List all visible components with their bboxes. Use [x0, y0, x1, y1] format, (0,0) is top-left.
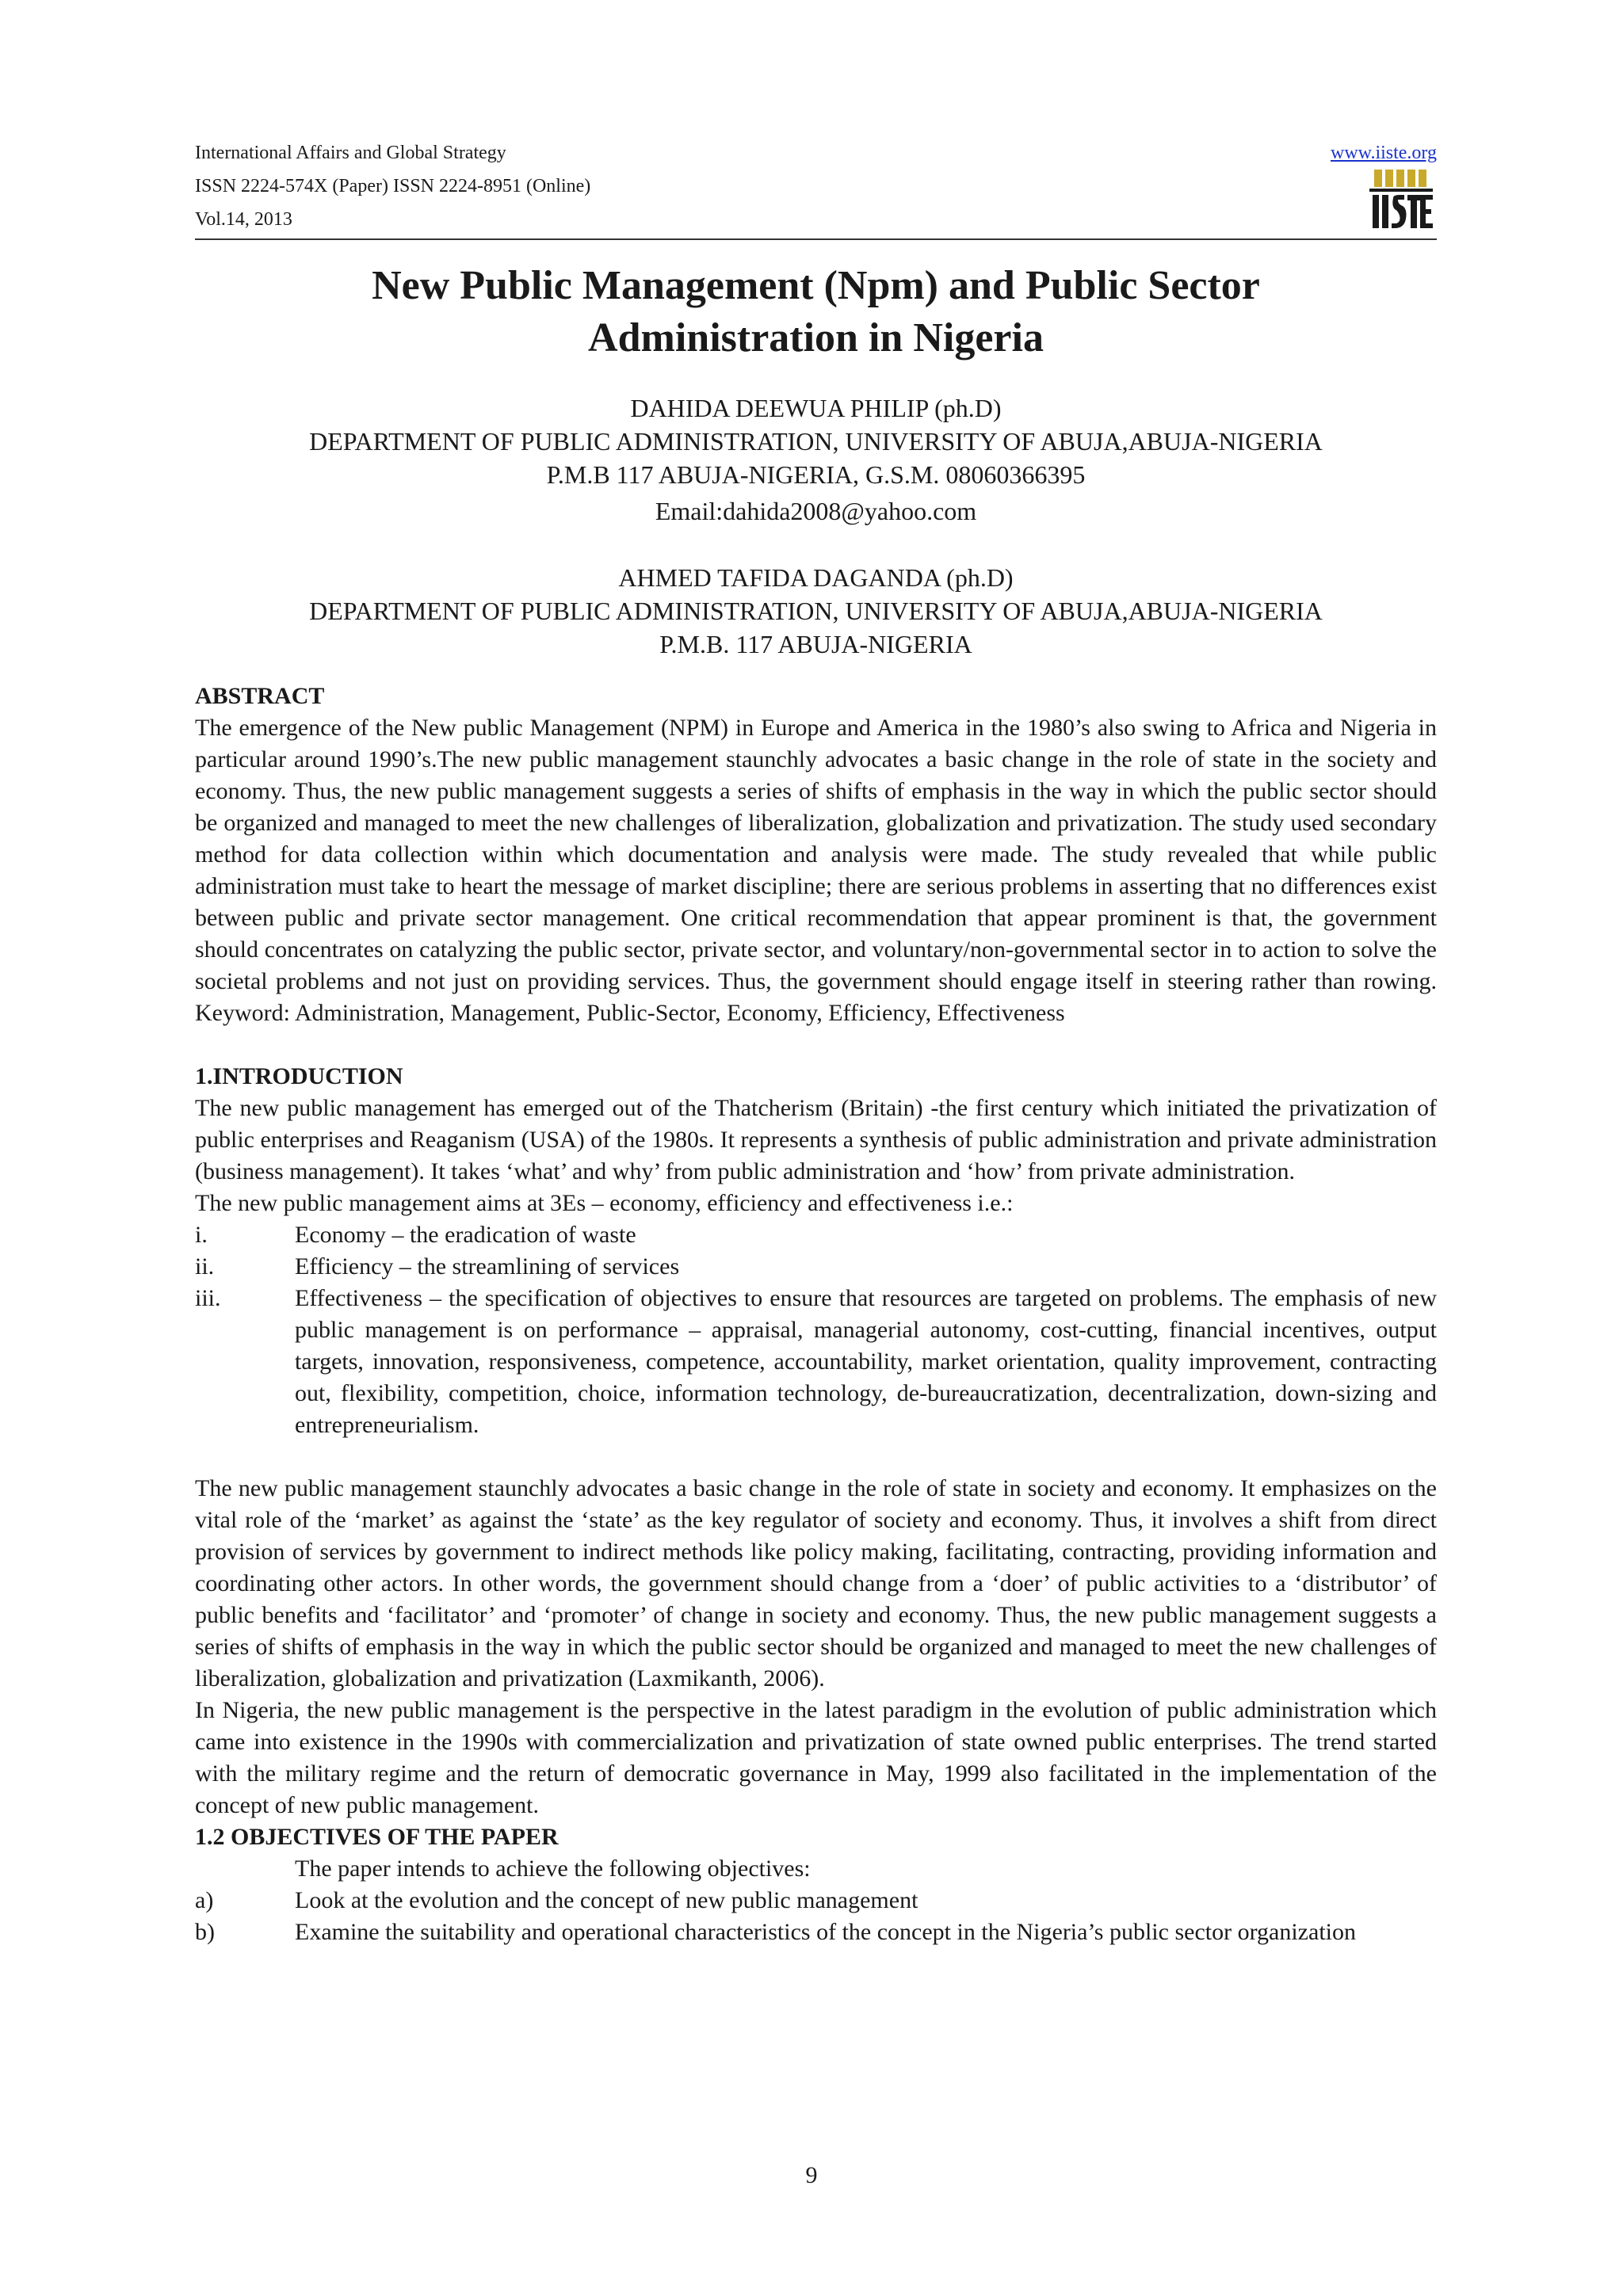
- list-item: [195, 1885, 1437, 1917]
- author-1-email: Email:dahida2008@yahoo.com: [655, 497, 977, 525]
- journal-volume: Vol.14, 2013: [195, 209, 292, 230]
- list-text: Effectiveness – the specification of objectives to ensure that resources are targeted on problems. The emphasis of new public management is on performance – appraisal, managerial autonomy, cost-cutting, financial incentives, output targets, innovation, responsiveness, competence, accountability, market orientation, quality improvement, contracting out, flexibility, competition, choice, information technology, de-bureaucratization, decentralization, down-sizing and entrepreneurialism.: [295, 1285, 1437, 1438]
- author-1-address: P.M.B 117 ABUJA-NIGERIA, G.S.M. 08060366395: [546, 460, 1086, 489]
- list-item: [195, 1219, 1437, 1251]
- objectives-heading: 1.2 OBJECTIVES OF THE PAPER: [195, 1824, 559, 1850]
- header-divider: [195, 238, 1437, 240]
- list-marker: a): [195, 1887, 214, 1913]
- list-item: [195, 1283, 1437, 1441]
- introduction-paragraph-1: The new public management has emerged out of the Thatcherism (Britain) -the first century which initiated the privatization of public enterprises and Reaganism (USA) of the 1980s. It represents a synthesis of public administration and private administration (business management). It takes ‘what’ and why’ from public administration and ‘how’ from private administration.: [195, 1095, 1437, 1184]
- title-line-2: Administration in Nigeria: [588, 315, 1044, 360]
- paper-title: [195, 260, 1437, 364]
- list-marker: i.: [195, 1222, 208, 1248]
- page-number: 9: [805, 2162, 818, 2188]
- abstract-text: The emergence of the New public Management (NPM) in Europe and America in the 1980’s also swing to Africa and Nigeria in particular around 1990’s.The new public management staunchly advocates a basic change in the role of state in the society and economy. Thus, the new public management suggests a series of shifts of emphasis in the way in which the public sector should be organized and managed to meet the new challenges of liberalization, globalization and privatization. The study used secondary method for data collection within which documentation and analysis were made. The study revealed that while public administration must take to heart the message of market discipline; there are serious problems in asserting that no differences exist between public and private sector management. One critical recommendation that appear prominent is that, the government should concentrates on catalyzing the public sector, private sector, and voluntary/non-governmental sector in to action to solve the societal problems and not just on providing services. Thus, the government should engage itself in steering rather than rowing. Keyword: Administration, Management, Public-Sector, Economy, Efficiency, Effectiveness: [195, 715, 1437, 1026]
- objectives-intro: The paper intends to achieve the following objectives:: [295, 1855, 811, 1882]
- author-block: [195, 391, 1437, 661]
- list-item: [195, 1917, 1437, 1948]
- journal-header: [195, 136, 590, 236]
- journal-issn: ISSN 2224-574X (Paper) ISSN 2224-8951 (Online): [195, 176, 591, 196]
- abstract-heading: ABSTRACT: [195, 683, 325, 709]
- paper-body: [195, 681, 1437, 1948]
- author-2-address: P.M.B. 117 ABUJA-NIGERIA: [659, 630, 972, 658]
- author-2-name: AHMED TAFIDA DAGANDA (ph.D): [618, 563, 1014, 592]
- list-text: Look at the evolution and the concept of new public management: [295, 1887, 918, 1913]
- author-1-department: DEPARTMENT OF PUBLIC ADMINISTRATION, UNIVERSITY OF ABUJA,ABUJA-NIGERIA: [309, 427, 1323, 456]
- list-item: [195, 1251, 1437, 1283]
- author-1-name: DAHIDA DEEWUA PHILIP (ph.D): [630, 394, 1002, 422]
- title-line-1: New Public Management (Npm) and Public Sector: [372, 263, 1260, 308]
- list-text: Efficiency – the streamlining of services: [295, 1253, 680, 1280]
- list-marker: iii.: [195, 1285, 221, 1311]
- introduction-heading: 1.INTRODUCTION: [195, 1063, 403, 1089]
- iiste-logo-icon: [1369, 170, 1433, 230]
- introduction-paragraph-3: The new public management staunchly advocates a basic change in the role of state in society and economy. It emphasizes on the vital role of the ‘market’ as against the ‘state’ as the key regulator of society and economy. Thus, it involves a shift from direct provision of services by government to indirect methods like policy making, facilitating, contracting, providing information and coordinating other actors. In other words, the government should change from a ‘doer’ of public activities to a ‘distributor’ of public benefits and ‘facilitator’ and ‘promoter’ of change in society and economy. Thus, the new public management suggests a series of shifts of emphasis in the way in which the public sector should be organized and managed to meet the new challenges of liberalization, globalization and privatization (Laxmikanth, 2006).: [195, 1475, 1437, 1691]
- introduction-paragraph-4: In Nigeria, the new public management is the perspective in the latest paradigm in the evolution of public administration which came into existence in the 1990s with commercialization and privatization of state owned public enterprises. The trend started with the military regime and the return of democratic governance in May, 1999 also facilitated in the implementation of the concept of new public management.: [195, 1697, 1437, 1818]
- journal-name: International Affairs and Global Strategy: [195, 143, 506, 163]
- list-text: Economy – the eradication of waste: [295, 1222, 636, 1248]
- list-marker: b): [195, 1919, 215, 1945]
- list-text: Examine the suitability and operational characteristics of the concept in the Nigeria’s public sector organization: [295, 1919, 1356, 1945]
- author-2-department: DEPARTMENT OF PUBLIC ADMINISTRATION, UNIVERSITY OF ABUJA,ABUJA-NIGERIA: [309, 597, 1323, 625]
- website-link[interactable]: www.iiste.org: [1331, 143, 1437, 163]
- list-marker: ii.: [195, 1253, 215, 1280]
- introduction-paragraph-2: The new public management aims at 3Es – economy, efficiency and effectiveness i.e.:: [195, 1190, 1014, 1216]
